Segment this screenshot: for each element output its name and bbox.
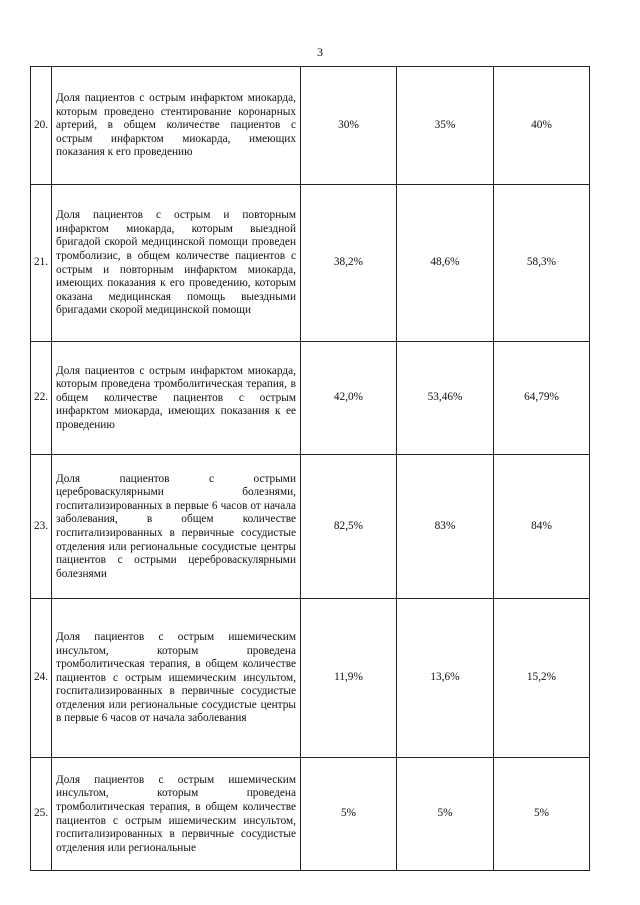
table-row bbox=[31, 758, 590, 871]
value-cell-1: 11,9% bbox=[301, 599, 397, 758]
value-cell-3: 58,3% bbox=[494, 185, 590, 342]
value-cell-2: 13,6% bbox=[397, 599, 494, 758]
indicators-table bbox=[30, 66, 590, 871]
indicator-description: Доля пациентов с острым ишемическим инсультом, которым проведена тромболитическая терапия, в общем количестве пациентов с острым ишемическим инсультом, госпитализированных в первичные сосудистые отделения или региональные bbox=[52, 758, 301, 871]
row-number: 20. bbox=[31, 67, 52, 185]
table-row bbox=[31, 185, 590, 342]
indicator-description: Доля пациентов с острым ишемическим инсультом, которым проведена тромболитическая терапия, в общем количестве пациентов с острым ишемическим инсультом, госпитализированных в первичные сосудистые отделения или региональные сосудистые центры в первые 6 часов от начала заболевания bbox=[52, 599, 301, 758]
indicator-description: Доля пациентов с острым и повторным инфарктом миокарда, которым выездной бригадой скорой медицинской помощи проведен тромболизис, в общем количестве пациентов с острым и повторным инфарктом миокарда, имеющих показания к его проведению, которым оказана медицинская помощь выездными бригадами скорой медицинской помощи bbox=[52, 185, 301, 342]
row-number: 22. bbox=[31, 342, 52, 455]
page-number: 3 bbox=[317, 45, 323, 59]
row-number: 23. bbox=[31, 455, 52, 599]
value-cell-2: 35% bbox=[397, 67, 494, 185]
indicator-description: Доля пациентов с острым инфарктом миокарда, которым проведена тромболитическая терапия, в общем количестве пациентов с острым инфарктом миокарда, имеющих показания к ее проведению bbox=[52, 342, 301, 455]
value-cell-2: 83% bbox=[397, 455, 494, 599]
value-cell-1: 82,5% bbox=[301, 455, 397, 599]
value-cell-3: 64,79% bbox=[494, 342, 590, 455]
row-number: 24. bbox=[31, 599, 52, 758]
table-row bbox=[31, 342, 590, 455]
value-cell-2: 48,6% bbox=[397, 185, 494, 342]
value-cell-1: 38,2% bbox=[301, 185, 397, 342]
row-number: 21. bbox=[31, 185, 52, 342]
value-cell-1: 5% bbox=[301, 758, 397, 871]
value-cell-3: 15,2% bbox=[494, 599, 590, 758]
value-cell-2: 5% bbox=[397, 758, 494, 871]
indicator-description: Доля пациентов с острыми цереброваскулярными болезнями, госпитализированных в первые 6 часов от начала заболевания, в общем количестве госпитализированных в первичные сосудистые отделения или региональные сосудистые центры пациентов с острыми цереброваскулярными болезнями bbox=[52, 455, 301, 599]
row-number: 25. bbox=[31, 758, 52, 871]
value-cell-1: 42,0% bbox=[301, 342, 397, 455]
table-row bbox=[31, 67, 590, 185]
value-cell-3: 84% bbox=[494, 455, 590, 599]
value-cell-3: 5% bbox=[494, 758, 590, 871]
table-row bbox=[31, 455, 590, 599]
indicator-description: Доля пациентов с острым инфарктом миокарда, которым проведено стентирование коронарных артерий, в общем количестве пациентов с острым инфарктом миокарда, имеющих показания к его проведению bbox=[52, 67, 301, 185]
value-cell-1: 30% bbox=[301, 67, 397, 185]
table-row bbox=[31, 599, 590, 758]
value-cell-3: 40% bbox=[494, 67, 590, 185]
value-cell-2: 53,46% bbox=[397, 342, 494, 455]
